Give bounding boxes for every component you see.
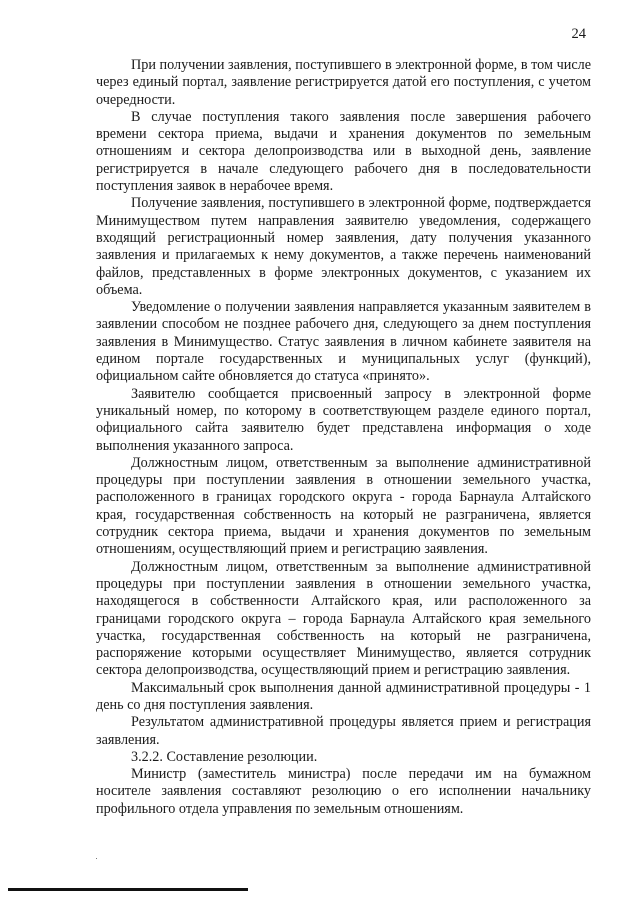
paragraph-responsible-barnaul: Должностным лицом, ответственным за выполнение административной процедуры при поступлении заявления в отношении земельного участка, расположенного в границах городского округа - города Барнаула Алтайского края, государственная собственность на который не разграничена, является сотрудник сектора приема, выдачи и хранения документов по земельным отношениям, осуществляющий прием и регистрацию заявления. [96, 454, 591, 558]
paragraph-notification: Уведомление о получении заявления направляется указанным заявителем в заявлении способом не позднее рабочего дня, следующего за днем поступления заявления в Минимущество. Статус заявления в личном кабинете заявителя на едином портале государственных и муниципальных услуг (функций), официальном сайте обновляется до статуса «принято». [96, 299, 591, 385]
scan-speck [96, 858, 97, 859]
paragraph-electronic-registration: При получении заявления, поступившего в электронной форме, в том числе через единый портал, заявление регистрируется датой его поступления, с учетом очередности. [96, 57, 591, 108]
page-number: 24 [571, 26, 586, 42]
paragraph-result: Результатом административной процедуры является прием и регистрация заявления. [96, 714, 591, 748]
document-body [96, 57, 591, 818]
paragraph-after-hours-registration: В случае поступления такого заявления после завершения рабочего времени сектора приема, выдачи и хранения документов по земельным отношениям и сектора делопроизводства или в выходной день, заявление регистрируется в начале следующего рабочего дня в последовательности поступления заявок в нерабочее время. [96, 108, 591, 195]
paragraph-max-duration: Максимальный срок выполнения данной административной процедуры - 1 день со дня поступления заявления. [96, 679, 591, 713]
paragraph-minister-resolution: Министр (заместитель министра) после передачи им на бумажном носителе заявления составляют резолюцию о его исполнении начальнику профильного отдела управления по земельным отношениям. [96, 766, 591, 817]
paragraph-receipt-confirmation: Получение заявления, поступившего в электронной форме, подтверждается Минимуществом путем направления заявителю уведомления, содержащего входящий регистрационный номер заявления, дату получения указанного заявления и прилагаемых к нему документов, а также перечень наименований файлов, представленных в форме электронных документов, с указанием их объема. [96, 195, 591, 298]
paragraph-responsible-altai: Должностным лицом, ответственным за выполнение административной процедуры при поступлении заявления в отношении земельного участка, находящегося в собственности Алтайского края, или расположенного за границами городского округа – города Барнаула Алтайского края земельного участка, государственная собственность на который не разграничена, распоряжение которыми осуществляет Минимущество, является сотрудник сектора делопроизводства, осуществляющий прием и регистрацию заявления. [96, 558, 591, 679]
footer-rule [8, 888, 248, 891]
section-heading-resolution: 3.2.2. Составление резолюции. [131, 748, 318, 765]
paragraph-unique-number: Заявителю сообщается присвоенный запросу в электронной форме уникальный номер, по которому в соответствующем разделе единого портал, официального сайта заявителю будет представлена информация о ходе выполнения указанного запроса. [96, 385, 591, 454]
